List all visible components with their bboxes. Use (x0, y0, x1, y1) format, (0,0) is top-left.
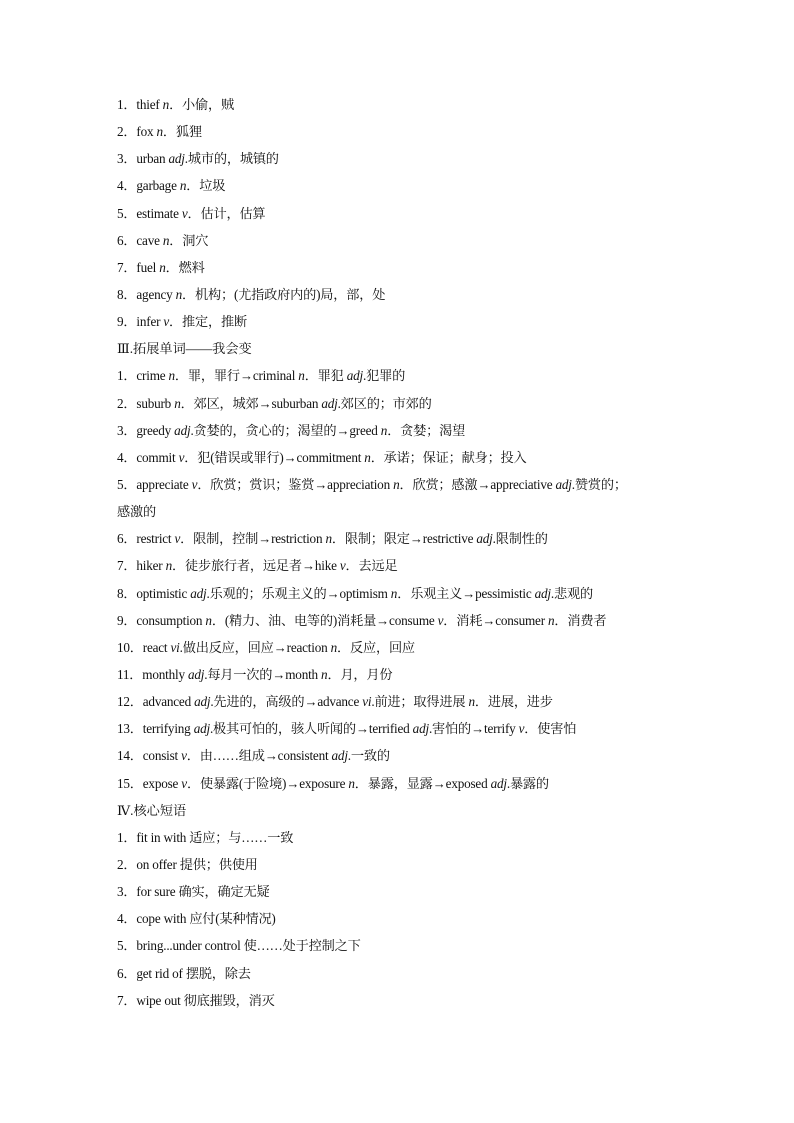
section-heading-expand-words: Ⅲ.拓展单词——我会变 (117, 341, 252, 357)
expand-word-item: 3．greedy adj.贪婪的，贪心的；渴望的→greed n．贪婪；渴望 (117, 422, 466, 438)
vocab-item: 5．estimate v．估计，估算 (117, 205, 266, 221)
vocab-item: 2．fox n．狐狸 (117, 124, 202, 140)
expand-word-item: 感激的 (117, 504, 156, 520)
document-page (117, 91, 697, 1014)
phrase-item: 7．wipe out 彻底摧毁，消灭 (117, 992, 275, 1008)
expand-word-item: 4．commit v．犯(错误或罪行)→commitment n．承诺；保证；献身；投入 (117, 449, 527, 465)
expand-word-item: 7．hiker n．徒步旅行者，远足者→hike v．去远足 (117, 558, 398, 574)
phrase-item: 2．on offer 提供；供使用 (117, 856, 258, 872)
vocab-item: 9．infer v．推定，推断 (117, 314, 247, 330)
expand-word-item: 14．consist v．由……组成→consistent adj.一致的 (117, 748, 390, 764)
vocab-item: 3．urban adj.城市的，城镇的 (117, 151, 279, 167)
expand-word-item: 11．monthly adj.每月一次的→month n．月，月份 (117, 666, 393, 682)
vocab-item: 6．cave n．洞穴 (117, 232, 209, 248)
vocab-item: 4．garbage n．垃圾 (117, 178, 226, 194)
expand-word-item: 9．consumption n．(精力、油、电等的)消耗量→consume v．消耗→consumer n．消费者 (117, 612, 607, 628)
expand-word-item: 13．terrifying adj.极其可怕的，骇人听闻的→terrified adj.害怕的→terrify v．使害怕 (117, 721, 577, 737)
vocab-item: 1．thief n．小偷，贼 (117, 97, 234, 112)
phrase-item: 6．get rid of 摆脱，除去 (117, 965, 251, 981)
phrase-item: 4．cope with 应付(某种情况) (117, 911, 276, 927)
phrase-item: 5．bring...under control 使……处于控制之下 (117, 938, 361, 954)
expand-word-item: 5．appreciate v．欣赏；赏识；鉴赏→appreciation n．欣赏；感激→appreciative adj.赞赏的； (117, 476, 627, 492)
phrase-item: 1．fit in with 适应；与……一致 (117, 829, 294, 845)
expand-word-item: 6．restrict v．限制，控制→restriction n．限制；限定→restrictive adj.限制性的 (117, 531, 548, 547)
expand-word-item: 2．suburb n．郊区，城郊→suburban adj.郊区的；市郊的 (117, 395, 432, 411)
section-heading-core-phrases: Ⅳ.核心短语 (117, 802, 187, 818)
phrase-item: 3．for sure 确实，确定无疑 (117, 884, 270, 900)
expand-word-item: 1．crime n．罪，罪行→criminal n．罪犯 adj.犯罪的 (117, 368, 406, 384)
expand-word-item: 10．react vi.做出反应，回应→reaction n．反应，回应 (117, 639, 415, 655)
expand-words-list (117, 362, 697, 796)
vocab-item: 8．agency n．机构；(尤指政府内的)局，部，处 (117, 286, 386, 302)
vocab-item: 7．fuel n．燃料 (117, 259, 205, 275)
expand-word-item: 15．expose v．使暴露(于险境)→exposure n．暴露，显露→exposed adj.暴露的 (117, 775, 549, 791)
expand-word-item: 12．advanced adj.先进的，高级的→advance vi.前进；取得进展 n．进展，进步 (117, 694, 553, 710)
expand-word-item: 8．optimistic adj.乐观的；乐观主义的→optimism n．乐观主义→pessimistic adj.悲观的 (117, 585, 593, 601)
